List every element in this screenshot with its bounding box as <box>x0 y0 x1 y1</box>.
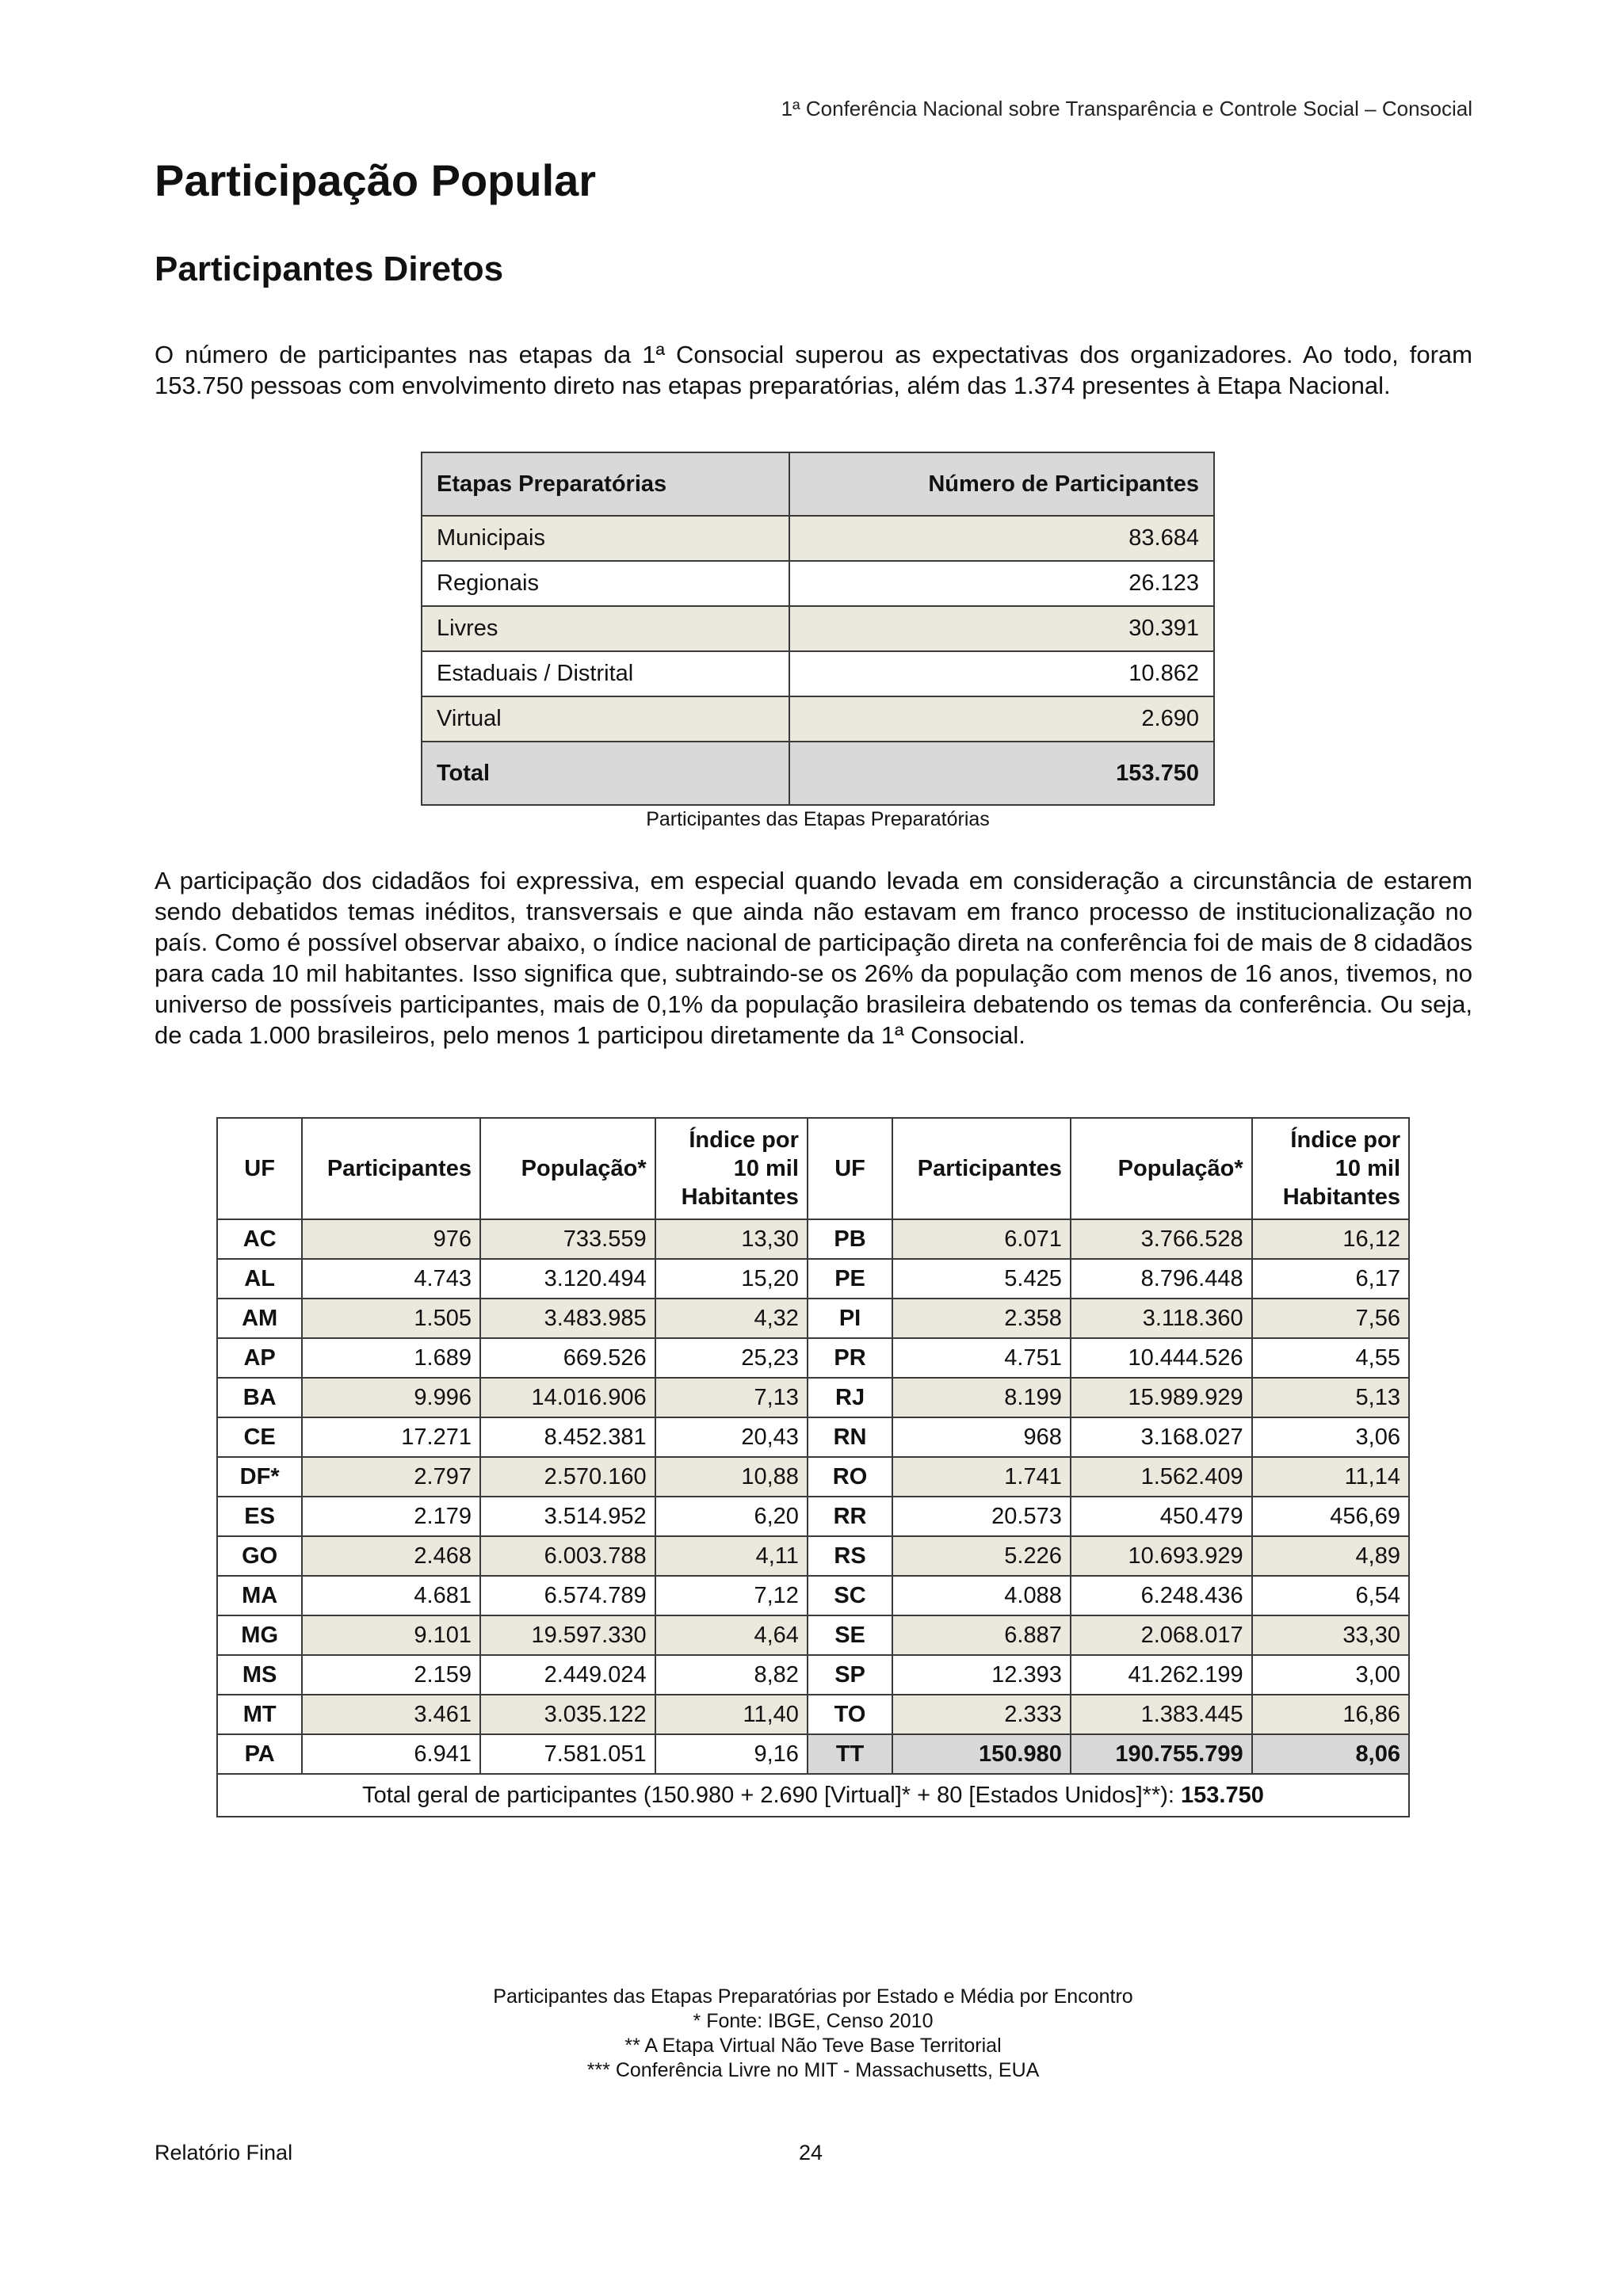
index-cell: 4,64 <box>655 1615 808 1655</box>
participants-cell: 2.179 <box>302 1497 480 1536</box>
index-cell: 6,17 <box>1252 1259 1409 1299</box>
uf-cell: CE <box>217 1417 302 1457</box>
table-row <box>217 1457 1409 1497</box>
index-cell: 16,86 <box>1252 1695 1409 1734</box>
col-header-stage: Etapas Preparatórias <box>422 452 789 516</box>
col-header-uf: UF <box>808 1118 892 1219</box>
uf-cell: RJ <box>808 1378 892 1417</box>
population-cell: 19.597.330 <box>480 1615 655 1655</box>
total-label: Total <box>422 742 789 805</box>
uf-cell: RS <box>808 1536 892 1576</box>
caption-line: * Fonte: IBGE, Censo 2010 <box>693 2010 934 2032</box>
index-cell: 20,43 <box>655 1417 808 1457</box>
index-cell: 7,13 <box>655 1378 808 1417</box>
population-cell: 10.693.929 <box>1071 1536 1252 1576</box>
population-cell: 10.444.526 <box>1071 1338 1252 1378</box>
col-header-index <box>655 1118 808 1219</box>
uf-cell: AL <box>217 1259 302 1299</box>
participants-cell: 9.996 <box>302 1378 480 1417</box>
population-cell: 2.068.017 <box>1071 1615 1252 1655</box>
table-row <box>217 1299 1409 1338</box>
uf-cell: DF* <box>217 1457 302 1497</box>
index-header-line: Habitantes <box>681 1184 799 1210</box>
population-cell: 3.120.494 <box>480 1259 655 1299</box>
footer-report-title: Relatório Final <box>155 2141 293 2164</box>
index-cell: 15,20 <box>655 1259 808 1299</box>
stage-label: Regionais <box>422 561 789 606</box>
index-cell: 8,82 <box>655 1655 808 1695</box>
participants-cell: 3.461 <box>302 1695 480 1734</box>
index-header-line: Habitantes <box>1282 1184 1400 1210</box>
participants-cell: 12.393 <box>892 1655 1071 1695</box>
participants-cell: 4.088 <box>892 1576 1071 1615</box>
uf-cell: PB <box>808 1219 892 1259</box>
grand-total-row <box>217 1774 1409 1817</box>
index-cell: 7,56 <box>1252 1299 1409 1338</box>
index-cell: 4,32 <box>655 1299 808 1338</box>
table-row <box>217 1497 1409 1536</box>
col-header-uf: UF <box>217 1118 302 1219</box>
section-subtitle: Participantes Diretos <box>155 250 504 288</box>
population-cell: 3.514.952 <box>480 1497 655 1536</box>
participants-cell: 2.797 <box>302 1457 480 1497</box>
participants-cell: 20.573 <box>892 1497 1071 1536</box>
uf-cell: AC <box>217 1219 302 1259</box>
index-cell: 11,14 <box>1252 1457 1409 1497</box>
table-row <box>217 1378 1409 1417</box>
uf-cell: BA <box>217 1378 302 1417</box>
index-header-line: Índice por <box>689 1127 799 1153</box>
population-cell: 3.168.027 <box>1071 1417 1252 1457</box>
index-header-line: 10 mil <box>733 1156 799 1181</box>
uf-cell: PA <box>217 1734 302 1774</box>
uf-cell: ES <box>217 1497 302 1536</box>
col-header-participants: Participantes <box>892 1118 1071 1219</box>
population-cell: 7.581.051 <box>480 1734 655 1774</box>
table-row <box>217 1576 1409 1615</box>
population-cell: 733.559 <box>480 1219 655 1259</box>
index-cell: 456,69 <box>1252 1497 1409 1536</box>
participants-cell: 4.681 <box>302 1576 480 1615</box>
population-cell: 15.989.929 <box>1071 1378 1252 1417</box>
participants-cell: 2.358 <box>892 1299 1071 1338</box>
table-row <box>217 1536 1409 1576</box>
index-cell: 5,13 <box>1252 1378 1409 1417</box>
table-row <box>217 1655 1409 1695</box>
col-header-participants: Participantes <box>302 1118 480 1219</box>
table-row <box>422 651 1214 696</box>
index-header-line: Índice por <box>1290 1127 1400 1153</box>
participants-cell: 2.468 <box>302 1536 480 1576</box>
participants-cell: 17.271 <box>302 1417 480 1457</box>
uf-cell: MG <box>217 1615 302 1655</box>
col-header-population: População* <box>480 1118 655 1219</box>
index-cell: 9,16 <box>655 1734 808 1774</box>
table2-captions <box>216 1985 1410 2083</box>
participants-cell: 2.333 <box>892 1695 1071 1734</box>
index-cell: 3,06 <box>1252 1417 1409 1457</box>
caption-line: *** Conferência Livre no MIT - Massachusetts, EUA <box>586 2059 1040 2081</box>
participants-cell: 5.226 <box>892 1536 1071 1576</box>
population-cell: 6.574.789 <box>480 1576 655 1615</box>
uf-cell: PE <box>808 1259 892 1299</box>
population-cell: 2.449.024 <box>480 1655 655 1695</box>
table-row <box>422 561 1214 606</box>
grand-total-value: 153.750 <box>1181 1782 1264 1808</box>
stage-label: Livres <box>422 606 789 651</box>
uf-cell: AP <box>217 1338 302 1378</box>
table-row <box>217 1259 1409 1299</box>
uf-cell: SP <box>808 1655 892 1695</box>
table-row <box>422 516 1214 561</box>
stage-label: Estaduais / Distrital <box>422 651 789 696</box>
col-header-population: População* <box>1071 1118 1252 1219</box>
table-row <box>422 606 1214 651</box>
participants-cell: 976 <box>302 1219 480 1259</box>
uf-cell: SC <box>808 1576 892 1615</box>
participants-cell: 5.425 <box>892 1259 1071 1299</box>
stage-value: 2.690 <box>789 696 1214 742</box>
uf-cell: RR <box>808 1497 892 1536</box>
stage-label: Municipais <box>422 516 789 561</box>
population-cell: 6.003.788 <box>480 1536 655 1576</box>
table-row <box>217 1338 1409 1378</box>
uf-cell: TO <box>808 1695 892 1734</box>
intro-paragraph: O número de participantes nas etapas da 1ª Consocial superou as expectativas dos organizadores. Ao todo, foram 153.750 pessoas com envolvimento direto nas etapas preparatórias, além das 1.374 presentes à Etapa Nacional. <box>155 341 1472 399</box>
population-cell: 190.755.799 <box>1071 1734 1252 1774</box>
total-row <box>422 742 1214 805</box>
index-cell: 6,20 <box>655 1497 808 1536</box>
uf-cell: GO <box>217 1536 302 1576</box>
table-row <box>217 1734 1409 1774</box>
participants-cell: 9.101 <box>302 1615 480 1655</box>
col-header-participants: Número de Participantes <box>789 452 1214 516</box>
index-cell: 10,88 <box>655 1457 808 1497</box>
population-cell: 41.262.199 <box>1071 1655 1252 1695</box>
participants-cell: 6.887 <box>892 1615 1071 1655</box>
participants-cell: 4.751 <box>892 1338 1071 1378</box>
population-cell: 3.035.122 <box>480 1695 655 1734</box>
table-row <box>217 1219 1409 1259</box>
table-row <box>217 1695 1409 1734</box>
main-content <box>155 152 1472 2081</box>
participants-cell: 1.689 <box>302 1338 480 1378</box>
stage-value: 83.684 <box>789 516 1214 561</box>
population-cell: 1.562.409 <box>1071 1457 1252 1497</box>
caption-line: ** A Etapa Virtual Não Teve Base Territorial <box>624 2035 1002 2057</box>
uf-cell: MA <box>217 1576 302 1615</box>
uf-cell: RO <box>808 1457 892 1497</box>
participants-cell: 4.743 <box>302 1259 480 1299</box>
population-cell: 2.570.160 <box>480 1457 655 1497</box>
population-cell: 669.526 <box>480 1338 655 1378</box>
uf-cell: RN <box>808 1417 892 1457</box>
participants-cell: 2.159 <box>302 1655 480 1695</box>
stage-value: 30.391 <box>789 606 1214 651</box>
uf-cell: MS <box>217 1655 302 1695</box>
stage-label: Virtual <box>422 696 789 742</box>
grand-total-text: Total geral de participantes (150.980 + 2.690 [Virtual]* + 80 [Estados Unidos]**): <box>362 1782 1181 1808</box>
caption-line: Participantes das Etapas Preparatórias por Estado e Média por Encontro <box>493 1985 1133 2008</box>
participants-cell: 6.941 <box>302 1734 480 1774</box>
state-participation-table <box>216 1117 1410 1817</box>
population-cell: 450.479 <box>1071 1497 1252 1536</box>
index-header-line: 10 mil <box>1335 1156 1400 1181</box>
index-cell: 4,89 <box>1252 1536 1409 1576</box>
population-cell: 1.383.445 <box>1071 1695 1252 1734</box>
preparatory-stages-table <box>421 452 1215 806</box>
population-cell: 3.766.528 <box>1071 1219 1252 1259</box>
index-cell: 13,30 <box>655 1219 808 1259</box>
participants-cell: 1.741 <box>892 1457 1071 1497</box>
table-row <box>217 1615 1409 1655</box>
index-cell: 4,11 <box>655 1536 808 1576</box>
stage-value: 26.123 <box>789 561 1214 606</box>
population-cell: 8.796.448 <box>1071 1259 1252 1299</box>
index-cell: 4,55 <box>1252 1338 1409 1378</box>
population-cell: 14.016.906 <box>480 1378 655 1417</box>
section-title: Participação Popular <box>155 155 597 205</box>
running-header: 1ª Conferência Nacional sobre Transparência e Controle Social – Consocial <box>781 97 1472 120</box>
population-cell: 8.452.381 <box>480 1417 655 1457</box>
participants-cell: 1.505 <box>302 1299 480 1338</box>
total-value: 153.750 <box>789 742 1214 805</box>
uf-cell: PR <box>808 1338 892 1378</box>
index-cell: 16,12 <box>1252 1219 1409 1259</box>
uf-cell: SE <box>808 1615 892 1655</box>
analysis-paragraph: A participação dos cidadãos foi expressiva, em especial quando levada em consideração a circunstância de estarem sendo debatidos temas inéditos, transversais e que ainda não estavam em franco processo de institucionalização no país. Como é possível observar abaixo, o índice nacional de participação direta na conferência foi de mais de 8 cidadãos para cada 10 mil habitantes. Isso significa que, subtraindo-se os 26% da população com menos de 16 anos, tivemos, no universo de possíveis participantes, mais de 0,1% da população brasileira debatendo os temas da conferência. Ou seja, de cada 1.000 brasileiros, pelo menos 1 participou diretamente da 1ª Consocial. <box>155 867 1472 1049</box>
participants-cell: 150.980 <box>892 1734 1071 1774</box>
index-cell: 3,00 <box>1252 1655 1409 1695</box>
index-cell: 11,40 <box>655 1695 808 1734</box>
participants-cell: 968 <box>892 1417 1071 1457</box>
index-cell: 7,12 <box>655 1576 808 1615</box>
uf-cell: TT <box>808 1734 892 1774</box>
population-cell: 3.118.360 <box>1071 1299 1252 1338</box>
participants-cell: 8.199 <box>892 1378 1071 1417</box>
col-header-index <box>1252 1118 1409 1219</box>
table-row <box>422 696 1214 742</box>
uf-cell: AM <box>217 1299 302 1338</box>
index-cell: 6,54 <box>1252 1576 1409 1615</box>
index-cell: 8,06 <box>1252 1734 1409 1774</box>
population-cell: 6.248.436 <box>1071 1576 1252 1615</box>
uf-cell: PI <box>808 1299 892 1338</box>
table1-caption: Participantes das Etapas Preparatórias <box>646 808 990 830</box>
population-cell: 3.483.985 <box>480 1299 655 1338</box>
index-cell: 33,30 <box>1252 1615 1409 1655</box>
page-number: 24 <box>799 2141 823 2164</box>
uf-cell: MT <box>217 1695 302 1734</box>
grand-total-cell <box>217 1774 1409 1817</box>
index-cell: 25,23 <box>655 1338 808 1378</box>
table-row <box>217 1417 1409 1457</box>
participants-cell: 6.071 <box>892 1219 1071 1259</box>
stage-value: 10.862 <box>789 651 1214 696</box>
